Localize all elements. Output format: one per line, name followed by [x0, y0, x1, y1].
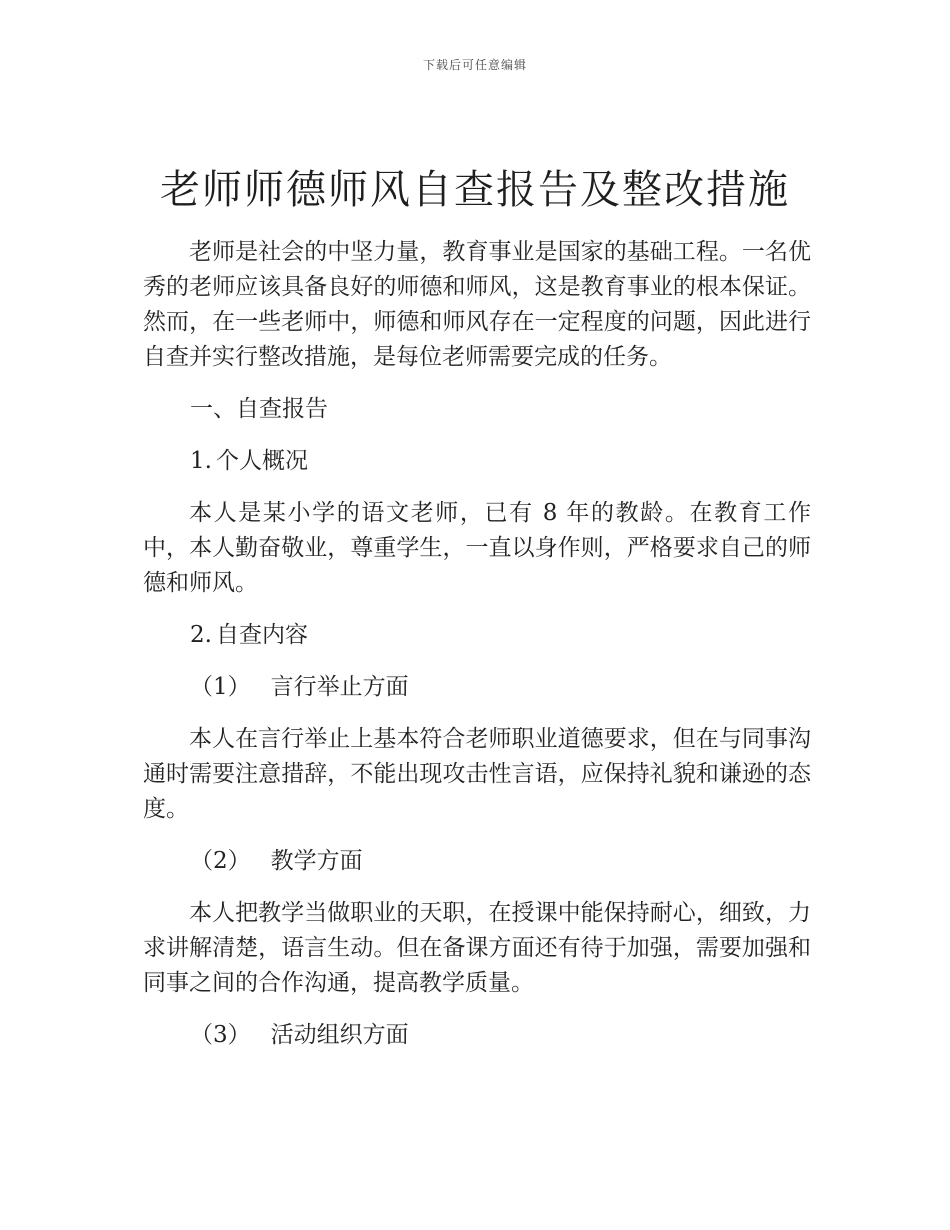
- subheading-self-check-content: [143, 618, 811, 653]
- section-heading-self-check: 一、自查报告: [190, 396, 328, 422]
- item-marker: （2）: [190, 848, 251, 874]
- subheading-personal-overview: [143, 444, 811, 479]
- item-marker: （3）: [190, 1022, 251, 1048]
- teaching-paragraph: 本人把教学当做职业的天职，在授课中能保持耐心，细致，力求讲解清楚，语言生动。但在备课方面还有待于加强，需要加强和同事之间的合作沟通，提高教学质量。: [143, 900, 811, 996]
- item-marker: （1）: [190, 674, 251, 700]
- personal-overview-paragraph: 本人是某小学的语文老师，已有 8 年的教龄。在教育工作中，本人勤奋敬业，尊重学生，一直以身作则，严格要求自己的师德和师风。: [143, 500, 811, 596]
- intro-paragraph: 老师是社会的中坚力量，教育事业是国家的基础工程。一名优秀的老师应该具备良好的师德和师风，这是教育事业的根本保证。然而，在一些老师中，师德和师风存在一定程度的问题，因此进行自查并实行整改措施，是每位老师需要完成的任务。: [143, 239, 811, 370]
- subheading-text: 个人概况: [215, 448, 308, 474]
- conduct-paragraph: 本人在言行举止上基本符合老师职业道德要求，但在与同事沟通时需要注意措辞，不能出现攻击性言语，应保持礼貌和谦逊的态度。: [143, 726, 811, 822]
- document-body: [143, 235, 811, 1070]
- item-heading-teaching: [143, 844, 811, 879]
- item-heading-text: 活动组织方面: [270, 1022, 409, 1048]
- item-heading-activities: [143, 1018, 811, 1053]
- subheading-number: 2.: [190, 622, 212, 648]
- subheading-text: 自查内容: [215, 622, 308, 648]
- item-heading-conduct: [143, 670, 811, 705]
- subheading-number: 1.: [190, 448, 212, 474]
- item-heading-text: 言行举止方面: [270, 674, 409, 700]
- item-heading-text: 教学方面: [270, 848, 363, 874]
- header-note: 下载后可任意编辑: [422, 58, 527, 72]
- document-title: 老师师德师风自查报告及整改措施: [160, 167, 790, 213]
